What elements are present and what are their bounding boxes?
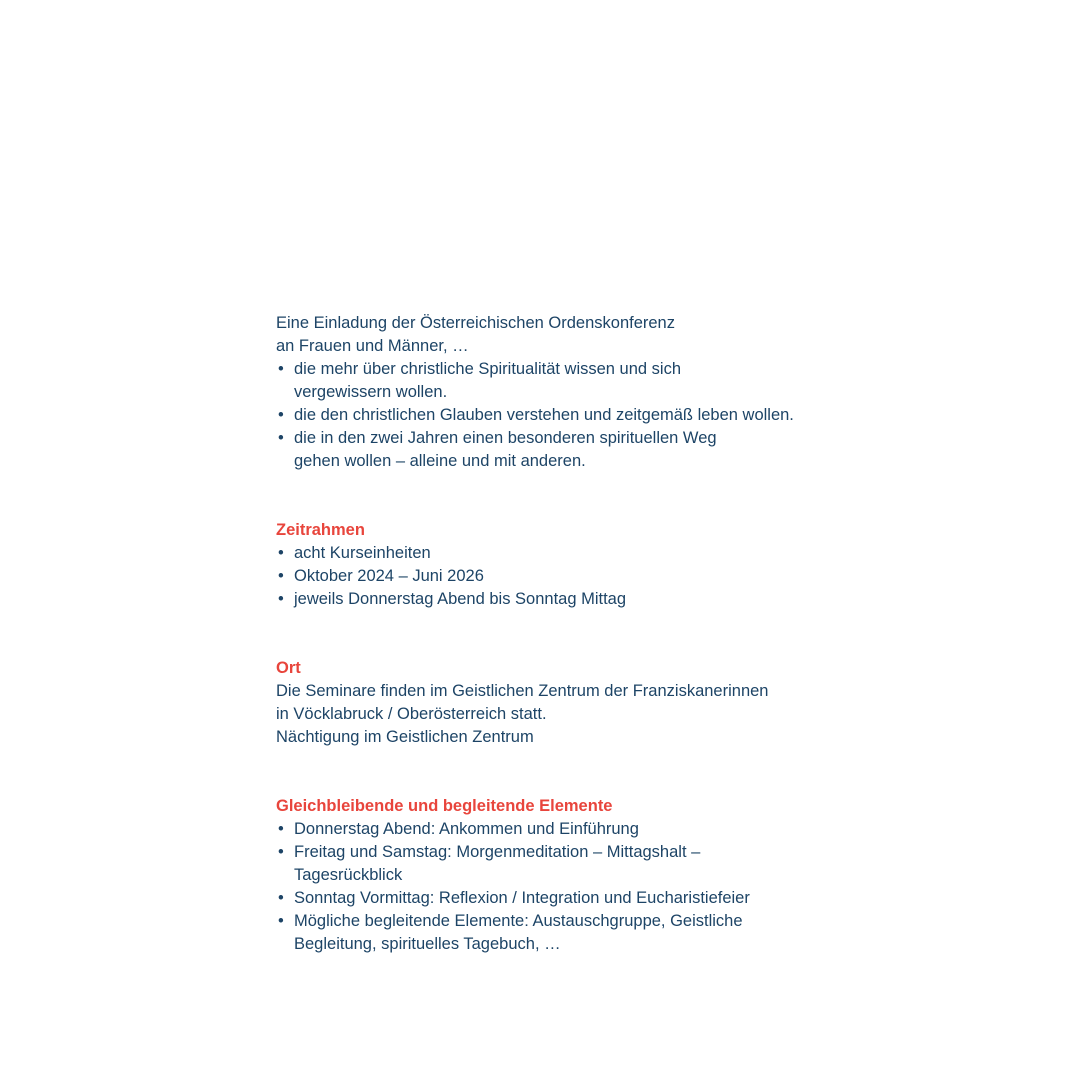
- list-item: [276, 841, 876, 887]
- ort-line: in Vöcklabruck / Oberösterreich statt.: [276, 705, 547, 723]
- ort-section: [276, 657, 876, 749]
- bullet-icon: •: [278, 567, 284, 585]
- intro-section: [276, 312, 876, 473]
- list-item-text: die mehr über christliche Spiritualität wissen und sich: [294, 360, 682, 378]
- bullet-icon: •: [278, 406, 284, 424]
- list-item: [276, 358, 876, 404]
- list-item: [276, 565, 876, 588]
- section-heading: Ort: [276, 659, 301, 677]
- list-item-text: Donnerstag Abend: Ankommen und Einführung: [294, 820, 639, 838]
- elemente-bullet-list: [276, 818, 876, 956]
- list-item-text: jeweils Donnerstag Abend bis Sonntag Mittag: [294, 590, 627, 608]
- bullet-icon: •: [278, 590, 284, 608]
- spacer: [276, 611, 876, 657]
- bullet-icon: •: [278, 843, 284, 861]
- zeitrahmen-bullet-list: [276, 542, 876, 611]
- list-item-text: Mögliche begleitende Elemente: Austauschgruppe, Geistliche: [294, 912, 743, 930]
- ort-line: Die Seminare finden im Geistlichen Zentrum der Franziskanerinnen: [276, 682, 769, 700]
- list-item-text: Tagesrückblick: [294, 866, 403, 884]
- spacer: [276, 749, 876, 795]
- list-item-text: Begleitung, spirituelles Tagebuch, …: [294, 935, 561, 953]
- list-item: [276, 818, 876, 841]
- list-item-text: Oktober 2024 – Juni 2026: [294, 567, 484, 585]
- section-heading: Gleichbleibende und begleitende Elemente: [276, 797, 613, 815]
- bullet-icon: •: [278, 889, 284, 907]
- intro-line: an Frauen und Männer, …: [276, 337, 469, 355]
- list-item: [276, 588, 876, 611]
- intro-bullet-list: [276, 358, 876, 473]
- list-item: [276, 427, 876, 473]
- bullet-icon: •: [278, 544, 284, 562]
- spacer: [276, 473, 876, 519]
- list-item-text: vergewissern wollen.: [294, 383, 448, 401]
- section-heading: Zeitrahmen: [276, 521, 365, 539]
- bullet-icon: •: [278, 912, 284, 930]
- list-item-text: gehen wollen – alleine und mit anderen.: [294, 452, 586, 470]
- intro-line: Eine Einladung der Österreichischen Ordenskonferenz: [276, 314, 675, 332]
- bullet-icon: •: [278, 429, 284, 447]
- list-item: [276, 542, 876, 565]
- list-item-text: die in den zwei Jahren einen besonderen spirituellen Weg: [294, 429, 717, 447]
- list-item: [276, 404, 876, 427]
- document-body: [276, 312, 876, 956]
- list-item-text: Sonntag Vormittag: Reflexion / Integration und Eucharistiefeier: [294, 889, 750, 907]
- list-item: [276, 910, 876, 956]
- list-item-text: Freitag und Samstag: Morgenmeditation – Mittagshalt –: [294, 843, 701, 861]
- list-item-text: acht Kurseinheiten: [294, 544, 431, 562]
- list-item: [276, 887, 876, 910]
- bullet-icon: •: [278, 360, 284, 378]
- list-item-text: die den christlichen Glauben verstehen und zeitgemäß leben wollen.: [294, 406, 794, 424]
- bullet-icon: •: [278, 820, 284, 838]
- ort-line: Nächtigung im Geistlichen Zentrum: [276, 728, 534, 746]
- elemente-section: [276, 795, 876, 956]
- zeitrahmen-section: [276, 519, 876, 611]
